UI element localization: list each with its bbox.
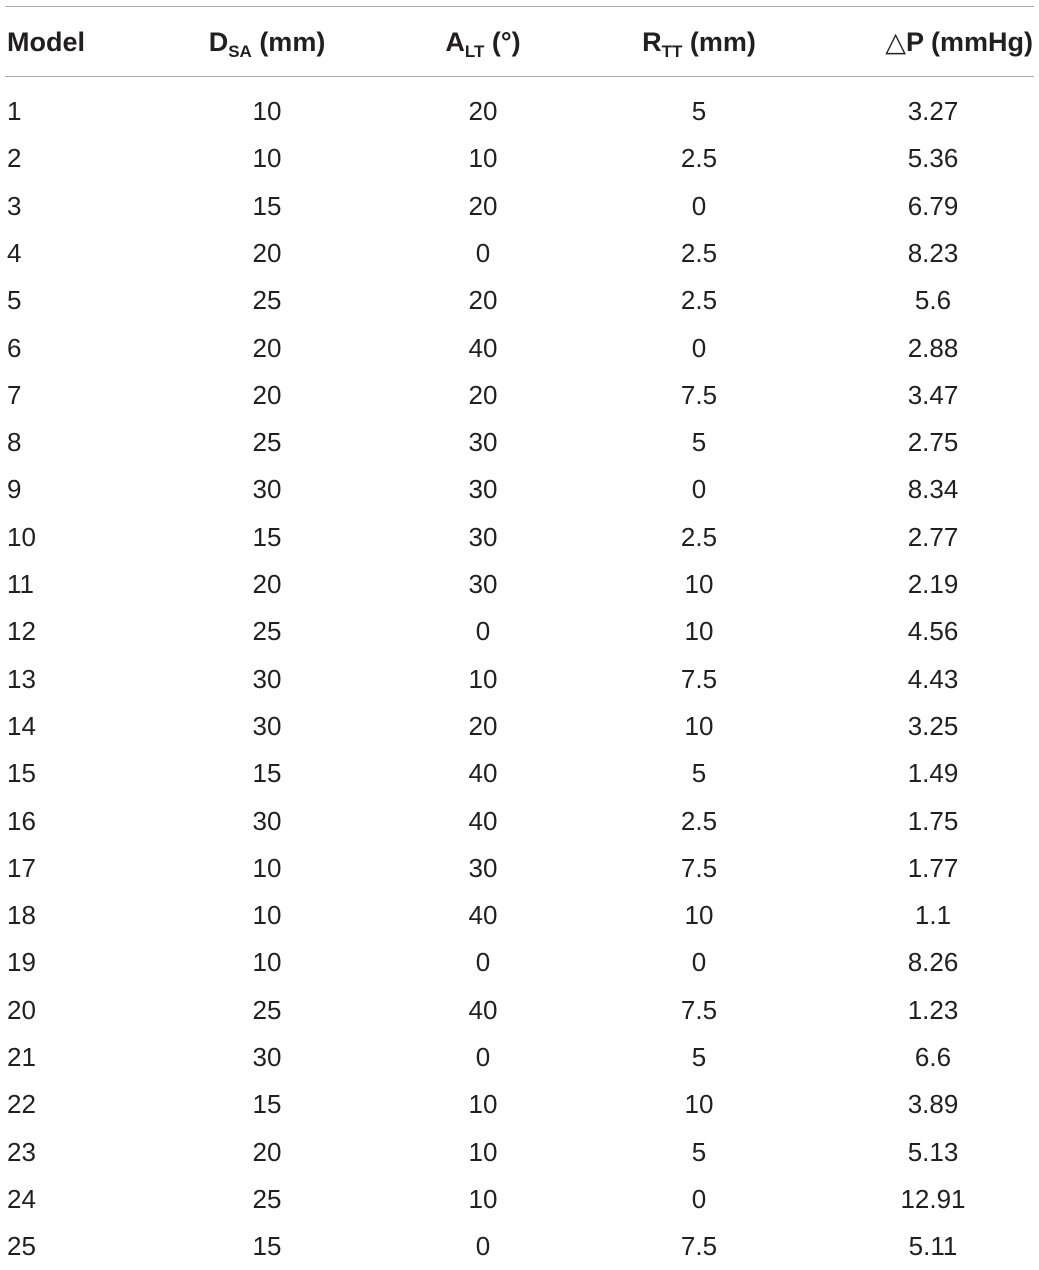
cell-model: 6 [7, 332, 22, 363]
cell-rtt: 10 [684, 710, 714, 741]
cell-rtt: 0 [691, 332, 707, 363]
cell-model: 5 [7, 285, 22, 316]
cell-alt: 30 [468, 569, 498, 599]
table-row [0, 183, 1039, 230]
cell-alt: 20 [468, 96, 498, 126]
table-row [0, 845, 1039, 892]
cell-delta-p: 6.6 [914, 1042, 952, 1072]
cell-rtt: 5 [691, 96, 707, 126]
table-row [0, 608, 1039, 655]
cell-delta-p: 8.23 [907, 237, 959, 268]
cell-alt: 20 [468, 379, 498, 410]
table-row [0, 1176, 1039, 1223]
table-row [0, 514, 1039, 561]
header-row [0, 18, 1039, 66]
cell-dsa: 25 [252, 285, 282, 316]
cell-model: 8 [7, 427, 22, 458]
cell-alt: 0 [475, 947, 491, 978]
cell-dsa: 10 [252, 143, 282, 174]
table-row [0, 419, 1039, 466]
cell-rtt: 10 [684, 1089, 714, 1120]
cell-model: 11 [7, 569, 34, 599]
cell-dsa: 25 [252, 994, 282, 1025]
cell-rtt: 7.5 [680, 852, 718, 883]
cell-rtt: 5 [691, 1136, 707, 1167]
cell-dsa: 15 [252, 758, 282, 789]
cell-dsa: 25 [252, 616, 282, 647]
header-rule [5, 76, 1034, 77]
cell-delta-p: 8.26 [907, 947, 959, 978]
cell-delta-p: 5.6 [914, 285, 952, 316]
cell-alt: 10 [468, 1183, 498, 1214]
cell-dsa: 20 [252, 237, 282, 268]
cell-alt: 10 [468, 1089, 498, 1120]
cell-rtt: 7.5 [680, 1231, 718, 1262]
cell-rtt: 5 [691, 1042, 707, 1072]
cell-alt: 0 [475, 1042, 491, 1072]
cell-dsa: 30 [252, 663, 282, 694]
cell-delta-p: 2.88 [907, 332, 959, 363]
table-row [0, 656, 1039, 703]
table-row [0, 1129, 1039, 1176]
cell-alt: 30 [468, 427, 498, 458]
cell-dsa: 15 [252, 190, 282, 221]
table-row [0, 466, 1039, 513]
cell-delta-p: 1.1 [914, 900, 952, 931]
cell-rtt: 0 [691, 474, 707, 505]
cell-alt: 40 [468, 900, 498, 931]
cell-model: 14 [7, 710, 36, 741]
cell-delta-p: 8.34 [907, 474, 959, 505]
cell-model: 22 [7, 1089, 36, 1120]
cell-rtt: 2.5 [680, 143, 718, 174]
cell-dsa: 10 [252, 900, 282, 931]
cell-alt: 10 [468, 1136, 498, 1167]
cell-delta-p: 1.75 [907, 805, 959, 836]
table-row [0, 325, 1039, 372]
cell-dsa: 30 [252, 710, 282, 741]
table-row [0, 703, 1039, 750]
table-row [0, 88, 1039, 135]
cell-alt: 0 [475, 237, 491, 268]
cell-delta-p: 3.47 [907, 379, 959, 410]
cell-alt: 0 [475, 1231, 491, 1262]
cell-delta-p: 5.36 [907, 143, 959, 174]
top-rule [5, 6, 1034, 7]
cell-alt: 30 [468, 852, 498, 883]
cell-rtt: 10 [684, 900, 714, 931]
cell-model: 20 [7, 994, 36, 1025]
cell-model: 25 [7, 1231, 36, 1262]
cell-delta-p: 2.77 [907, 521, 959, 552]
table-row [0, 798, 1039, 845]
cell-rtt: 0 [691, 190, 707, 221]
cell-dsa: 20 [252, 379, 282, 410]
cell-model: 1 [7, 96, 22, 126]
cell-alt: 10 [468, 143, 498, 174]
cell-alt: 10 [468, 663, 498, 694]
header-dsa: $D_{SA}$ (mm) [208, 27, 326, 61]
cell-dsa: 15 [252, 1231, 282, 1262]
cell-delta-p: 5.11 [908, 1231, 958, 1262]
cell-model: 13 [7, 663, 36, 694]
cell-delta-p: 1.23 [907, 994, 959, 1025]
cell-dsa: 25 [252, 427, 282, 458]
cell-delta-p: 3.27 [907, 96, 959, 126]
table-row [0, 750, 1039, 797]
cell-dsa: 10 [252, 96, 282, 126]
table-row [0, 1034, 1039, 1081]
cell-model: 3 [7, 190, 22, 221]
table-row [0, 987, 1039, 1034]
cell-dsa: 30 [252, 1042, 282, 1072]
cell-alt: 30 [468, 474, 498, 505]
cell-model: 17 [7, 852, 36, 883]
cell-model: 24 [7, 1183, 36, 1214]
cell-alt: 20 [468, 710, 498, 741]
table-row [0, 892, 1039, 939]
cell-delta-p: 4.56 [907, 616, 959, 647]
cell-alt: 30 [468, 521, 498, 552]
cell-model: 4 [7, 237, 22, 268]
cell-rtt: 10 [684, 616, 714, 647]
cell-dsa: 20 [252, 569, 282, 599]
cell-dsa: 15 [252, 521, 282, 552]
table-row [0, 1081, 1039, 1128]
cell-alt: 40 [468, 994, 498, 1025]
header-model: Model [7, 27, 85, 57]
cell-delta-p: 2.75 [907, 427, 959, 458]
cell-rtt: 0 [691, 1183, 707, 1214]
table-row [0, 939, 1039, 986]
table-row [0, 230, 1039, 277]
cell-model: 12 [7, 616, 36, 647]
cell-rtt: 7.5 [680, 994, 718, 1025]
header-alt: $A_{LT}$ (°) [445, 27, 521, 61]
cell-alt: 20 [468, 285, 498, 316]
cell-rtt: 7.5 [680, 663, 718, 694]
cell-rtt: 2.5 [680, 521, 718, 552]
cell-rtt: 7.5 [680, 379, 718, 410]
cell-model: 10 [7, 521, 36, 552]
header-rtt: $R_{TT}$ (mm) [642, 27, 756, 61]
cell-rtt: 2.5 [680, 805, 718, 836]
cell-alt: 40 [468, 805, 498, 836]
cell-model: 21 [7, 1042, 36, 1072]
cell-alt: 40 [468, 758, 498, 789]
cell-model: 7 [7, 379, 22, 410]
cell-dsa: 20 [252, 332, 282, 363]
header-delta-p: △P (mmHg) [885, 27, 1033, 57]
cell-delta-p: 5.13 [907, 1136, 959, 1167]
table-row [0, 277, 1039, 324]
cell-dsa: 10 [252, 947, 282, 978]
cell-delta-p: 6.79 [907, 190, 959, 221]
cell-delta-p: 2.19 [907, 569, 959, 599]
cell-dsa: 30 [252, 805, 282, 836]
table-row [0, 561, 1039, 608]
cell-model: 9 [7, 474, 22, 505]
cell-alt: 40 [468, 332, 498, 363]
table-row [0, 1223, 1039, 1270]
cell-alt: 20 [468, 190, 498, 221]
cell-dsa: 10 [252, 852, 282, 883]
cell-delta-p: 4.43 [907, 663, 959, 694]
cell-rtt: 10 [684, 569, 714, 599]
cell-model: 18 [7, 900, 36, 931]
cell-dsa: 25 [252, 1183, 282, 1214]
cell-dsa: 30 [252, 474, 282, 505]
cell-rtt: 2.5 [680, 285, 718, 316]
cell-rtt: 2.5 [680, 237, 718, 268]
cell-model: 15 [7, 758, 36, 789]
cell-alt: 0 [475, 616, 491, 647]
cell-dsa: 20 [252, 1136, 282, 1167]
cell-model: 16 [7, 805, 36, 836]
cell-model: 19 [7, 947, 36, 978]
cell-model: 2 [7, 143, 22, 174]
cell-delta-p: 1.49 [907, 758, 959, 789]
cell-delta-p: 3.89 [907, 1089, 959, 1120]
cell-delta-p: 3.25 [907, 710, 959, 741]
cell-delta-p: 12.91 [900, 1183, 966, 1214]
table-row [0, 372, 1039, 419]
cell-delta-p: 1.77 [907, 852, 959, 883]
cell-rtt: 5 [691, 758, 707, 789]
cell-rtt: 0 [691, 947, 707, 978]
cell-dsa: 15 [252, 1089, 282, 1120]
cell-model: 23 [7, 1136, 36, 1167]
table-row [0, 135, 1039, 182]
cell-rtt: 5 [691, 427, 707, 458]
